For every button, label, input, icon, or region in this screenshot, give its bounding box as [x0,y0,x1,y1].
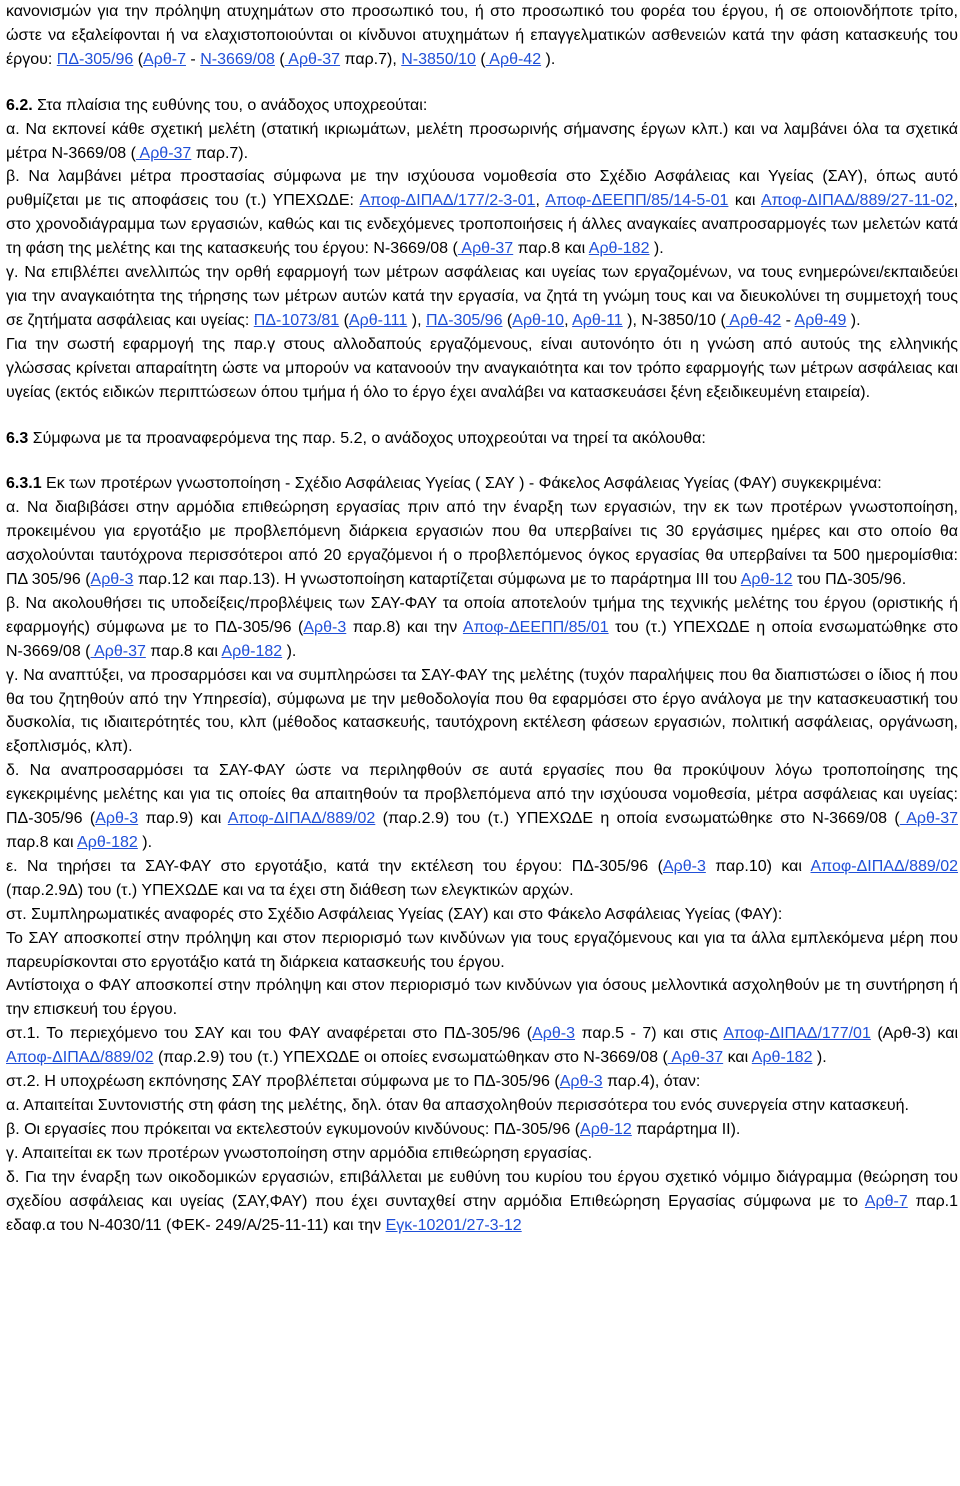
text-run: Για την σωστή εφαρμογή της παρ.γ στους αλλοδαπούς εργαζόμενους, είναι αυτονόητο ότι η γνώση από αυτούς της ελληνικής γλώσσας κρίνεται απαραίτητη ώστε να μπορούν να κατανοούν την αναγκαιότητα και τον τρόπο εφαρμογής των μέτρων ασφάλειας και υγείας (εκτός ειδικών περιπτώσεων όπου τμήμα ή όλο το έργο έχει αναλάβει να κατασκευάσει ξένη εξειδικευμένη εταιρεία). [6,335,958,401]
paragraph [6,427,958,451]
paragraph [6,472,958,496]
text-run: ), [407,311,426,329]
section-number: 6.3.1 [6,475,42,493]
legal-reference-link[interactable]: Αρθ-182 [77,834,138,851]
legal-reference-link[interactable]: Αρθ-37 [667,1049,724,1067]
legal-reference-link[interactable]: Αρθ-3 [662,857,706,875]
text-run: ε. Να τηρήσει τα ΣΑΥ-ΦΑΥ στο εργοτάξιο, κατά την εκτέλεση του έργου: ΠΔ-305/96 ( [6,857,663,875]
text-run: κανονισμών για την πρόληψη ατυχημάτων στο προσωπικό του, ή στο προσωπικό του φορέα του έργου, ή σε οποιονδήποτε τρίτο, ώστε να εξαλείφονται ή να ελαχιστοποιούνται οι κίνδυνοι ατυχημάτων ή επαγγελματικών ασθενειών κατά την φάση κατασκευής του έργου: [6,3,958,68]
legal-reference-link[interactable]: Αρθ-42 [725,311,782,329]
text-run: ). [812,1049,827,1067]
paragraph [6,333,958,405]
text-run: ( [475,50,486,68]
text-run: - [185,50,201,68]
text-run: ). [846,311,861,329]
legal-reference-link[interactable]: Αρθ-3 [90,571,134,589]
text-run: ( [339,311,349,329]
text-run: παρ.10) και [705,857,811,875]
text-run: α. Απαιτείται Συντονιστής στη φάση της μελέτης, δηλ. όταν θα απασχοληθούν περισσότερα του ενός συνεργεία στην κατασκευή. [6,1096,909,1114]
legal-reference-link[interactable]: Αποφ-ΔΙΠΑΔ/177/2-3-01 [359,192,536,210]
paragraph [6,261,958,333]
paragraph [6,118,958,166]
legal-reference-link[interactable]: Αποφ-ΔΙΠΑΔ/889/02 [6,1049,154,1067]
text-run: α. Να εκπονεί κάθε σχετική μελέτη (στατική ικριωμάτων, μελέτη προσωρινής σήμανσης έργων κλπ.) και να λαμβάνει όλα τα σχετικά μέτρα Ν-3669/08 ( [6,120,958,162]
text-run: παρ.1 εδαφ.α του Ν-4030/11 (ΦΕΚ- 249/Α/25-11-11) και την [6,1192,959,1234]
text-run: παρ.12 και παρ.13). Η γνωστοποίηση καταρτίζεται σύμφωνα με το παράρτημα ΙΙΙ του [133,571,741,589]
legal-reference-link[interactable]: ΠΔ-1073/81 [253,311,340,329]
legal-reference-link[interactable]: Αρθ-182 [221,642,283,660]
section-number: 6.3 [6,429,29,447]
text-run: στ. Συμπληρωματικές αναφορές στο Σχέδιο Ασφάλειας Υγείας (ΣΑΥ) και στο Φάκελο Ασφάλειας Υγείας (ΦΑΥ): [6,905,783,923]
legal-reference-link[interactable]: Αρθ-7 [864,1192,908,1210]
legal-reference-link[interactable]: Αρθ-182 [588,240,650,258]
text-run: - [781,311,795,329]
text-run: παρ.5 - 7) και στις [575,1025,724,1043]
legal-reference-link[interactable]: Αρθ-3 [95,810,139,828]
text-run: ( [274,50,285,68]
paragraph [6,903,958,927]
legal-reference-link[interactable]: Αρθ-12 [740,571,793,589]
legal-reference-link[interactable]: Αρθ-12 [580,1120,632,1138]
text-run: ). [649,240,664,258]
paragraph [6,664,958,760]
text-run: γ. Απαιτείται εκ των προτέρων γνωστοποίηση στην αρμόδια επιθεώρηση εργασίας. [6,1144,593,1162]
legal-reference-link[interactable]: Αποφ-ΔΕΕΠΠ/85/01 [462,618,609,636]
legal-reference-link[interactable]: Αποφ-ΔΙΠΑΔ/889/27-11-02 [760,192,954,210]
legal-reference-link[interactable]: Αρθ-3 [559,1073,603,1091]
legal-reference-link[interactable]: ΠΔ-305/96 [56,50,134,68]
text-run: Το ΣΑΥ αποσκοπεί στην πρόληψη και στον περιορισμό των κινδύνων για τους εργαζόμενους και για τα άλλα εμπλεκόμενα μέρη που παρευρίσκονται στο εργοτάξιο κατά τη διάρκεια κατασκευής του έργου. [6,929,958,971]
text-run: (Αρθ-3) και [870,1025,959,1043]
text-run: παρ.8 και [513,240,589,258]
text-run: ( [133,50,144,68]
text-run: παρ.9) και [138,810,228,828]
text-run: του (τ.) ΥΠΕΧΩΔΕ η οποία ενσωματώθηκε στο Ν-3669/08 ( [6,618,959,660]
legal-reference-link[interactable]: Αρθ-10 [512,311,565,329]
paragraph [6,855,958,903]
text-run: και [728,192,761,210]
legal-reference-link[interactable]: Εγκ-10201/27-3-12 [385,1216,522,1234]
text-run: Στα πλαίσια της ευθύνης του, ο ανάδοχος υποχρεούται: [32,96,428,114]
text-run: β. Να ακολουθήσει τις υποδείξεις/προβλέψεις των ΣΑΥ-ΦΑΥ τα οποία αποτελούν τμήμα της τεχνικής μελέτης του έργου (οριστικής ή εφαρμογής) σύμφωνα με το ΠΔ-305/96 ( [6,594,958,636]
paragraph [6,927,958,975]
text-run: δ. Για την έναρξη των οικοδομικών εργασιών, επιβάλλεται με ευθύνη του κυρίου του έργου σχετικό νόμιμο διάγραμμα (θεώρηση του σχεδίου ασφάλειας και υγείας (ΣΑΥ,ΦΑΥ) που έχει συνταχθεί στην αρμόδια Επιθεώρηση Εργασίας σύμφωνα με το [6,1168,958,1210]
legal-reference-link[interactable]: Αρθ-7 [143,50,186,68]
text-run: παρ.7). [191,144,249,162]
legal-reference-link[interactable]: Αρθ-37 [90,642,146,660]
text-run: του ΠΔ-305/96. [792,571,907,589]
legal-reference-link[interactable]: ΠΔ-305/96 [425,311,503,329]
legal-reference-link[interactable]: Αποφ-ΔΙΠΑΔ/889/02 [227,810,376,828]
text-run: παράρτημα ΙΙ). [631,1120,741,1138]
text-run: παρ.8) και την [346,618,463,636]
text-run: γ. Να αναπτύξει, να προσαρμόσει και να συμπληρώσει τα ΣΑΥ-ΦΑΥ της μελέτης (τυχόν παραλήψεις που θα διαπιστώσει ο ίδιος ή που θα του ζητηθούν από την Υπηρεσία), σύμφωνα με την μεθοδολογία που θα εφαρμόσει στο έργο ανάλογα με την κατασκευαστική του δυσκολία, τις ιδιαιτερότητές του, κλπ (μέθοδος κατασκευής, ταυτόχρονη εκτέλεση φάσεων εργασιών, πολιτική ασφάλειας, οργάνωση, εξοπλισμός, κλπ). [6,666,958,756]
legal-reference-link[interactable]: Αρθ-3 [303,618,347,636]
text-run: α. Να διαβιβάσει στην αρμόδια επιθεώρηση εργασίας πριν από την έναρξη των εργασιών, την εκ των προτέρων γνωστοποίηση, προκειμένου για εργοτάξιο με προβλεπόμενη διάρκεια εργασιών που θα υπερβαίνει τις 30 εργάσιμες ημέρες και στο οποίο θα ασχολούνται ταυτόχρονα περισσότεροι από 20 εργαζόμενοι ή ο προβλεπόμενος όγκος εργασίας θα υπερβαίνει τα 500 ημερομίσθια: ΠΔ 305/96 ( [6,499,958,589]
text-run: ). [282,642,297,660]
text-run: , στο χρονοδιάγραμμα των εργασιών, καθώς και τις ενδεχόμενες τροποποιήσεις ή άλλες αναγκαίες αναπροσαρμογές των μελετών κατά τη φάση της μελέτης και της κατασκευής του έργου: Ν-3669/08 ( [6,192,958,258]
paragraph [6,1094,958,1118]
text-run: , [535,192,546,210]
legal-reference-link[interactable]: Αρθ-37 [899,810,958,828]
paragraph [6,1118,958,1142]
legal-reference-link[interactable]: Ν-3850/10 [401,50,476,68]
legal-reference-link[interactable]: Αποφ-ΔΕΕΠΠ/85/14-5-01 [545,192,729,210]
text-run: στ.1. Το περιεχόμενο του ΣΑΥ και του ΦΑΥ αναφέρεται στο ΠΔ-305/96 ( [6,1025,533,1043]
paragraph [6,165,958,261]
legal-reference-link[interactable]: Αρθ-11 [572,311,623,329]
text-run: παρ.7), [340,50,402,68]
paragraph [6,94,958,118]
legal-reference-link[interactable]: Αρθ-3 [532,1025,576,1043]
legal-reference-link[interactable]: Αποφ-ΔΙΠΑΔ/177/01 [723,1025,871,1043]
legal-reference-link[interactable]: Αρθ-111 [348,311,408,329]
paragraph [6,759,958,855]
text-run: παρ.8 και [145,642,222,660]
text-run: δ. Να αναπροσαρμόσει τα ΣΑΥ-ΦΑΥ ώστε να περιληφθούν σε αυτά εργασίες που θα προκύψουν λόγω τροποποίησης της εγκεκριμένης μελέτης και για τις οποίες θα απαιτηθούν τα προβλεπόμενα από την ισχύουσα νομοθεσία, μέτρα ασφάλειας και υγείας: ΠΔ-305/96 ( [6,762,958,828]
text-run: και [723,1049,752,1067]
text-run: , [564,311,573,329]
paragraph [6,1166,958,1238]
text-run: (παρ.2.9) του (τ.) ΥΠΕΧΩΔΕ η οποία ενσωματώθηκε στο Ν-3669/08 ( [375,810,900,828]
legal-reference-link[interactable]: Αρθ-37 [457,240,514,258]
legal-reference-link[interactable]: Αρθ-182 [751,1049,813,1067]
text-run: (παρ.2.9) του (τ.) ΥΠΕΧΩΔΕ οι οποίες ενσωματώθηκαν στο Ν-3669/08 ( [153,1049,668,1067]
text-run: παρ.4), όταν: [602,1073,701,1091]
paragraph [6,592,958,664]
legal-reference-link[interactable]: Ν-3669/08 [200,50,275,68]
text-run: ). [541,50,556,68]
paragraph [6,496,958,592]
paragraph [6,1142,958,1166]
legal-reference-link[interactable]: Αρθ-42 [485,50,542,68]
text-run: ), Ν-3850/10 ( [622,311,726,329]
paragraph [6,1022,958,1070]
legal-reference-link[interactable]: Αποφ-ΔΙΠΑΔ/889/02 [810,857,959,875]
paragraph [6,1070,958,1094]
text-run: ( [502,311,513,329]
text-run: γ. Να επιβλέπει ανελλιπώς την ορθή εφαρμογή των μέτρων ασφάλειας και υγείας των εργαζομένων, να τους ενημερώνει/εκπαιδεύει για την αναγκαιότητα της τήρησης των μέτρων αυτών κατά την εργασία, να ζητά τη γνώμη τους και να διευκολύνει τη συμμετοχή τους σε ζητήματα ασφάλειας και υγείας: [6,264,958,329]
text-run: ). [137,834,153,851]
text-run: Αντίστοιχα ο ΦΑΥ αποσκοπεί στην πρόληψη και στον περιορισμό των κινδύνων για όσους μελλοντικά ασχοληθούν με τη συντήρηση ή την επισκευή του έργου. [6,977,958,1019]
section-number: 6.2. [6,96,33,114]
text-run: παρ.8 και [6,834,78,851]
text-run: (παρ.2.9Δ) του (τ.) ΥΠΕΧΩΔΕ και να τα έχει στη διάθεση των ελεγκτικών αρχών. [6,881,574,899]
legal-reference-link[interactable]: Αρθ-37 [284,50,341,68]
text-run: στ.2. Η υποχρέωση εκπόνησης ΣΑΥ προβλέπεται σύμφωνα με το ΠΔ-305/96 ( [6,1073,560,1091]
text-run: Εκ των προτέρων γνωστοποίηση - Σχέδιο Ασφάλειας Υγείας ( ΣΑΥ ) - Φάκελος Ασφάλειας Υγείας (ΦΑΥ) συγκεκριμένα: [41,475,882,493]
legal-reference-link[interactable]: Αρθ-37 [135,144,192,162]
legal-reference-link[interactable]: Αρθ-49 [794,311,847,329]
text-run: β. Οι εργασίες που πρόκειται να εκτελεστούν εγκυμονούν κινδύνους: ΠΔ-305/96 ( [6,1120,581,1138]
paragraph [6,974,958,1022]
text-run: Σύμφωνα με τα προαναφερόμενα της παρ. 5.2, ο ανάδοχος υποχρεούται να τηρεί τα ακόλουθα: [28,429,706,447]
paragraph [6,0,958,72]
text-run: β. Να λαμβάνει μέτρα προστασίας σύμφωνα με την ισχύουσα νομοθεσία στο Σχέδιο Ασφάλειας και Υγείας (ΣΑΥ), όπως αυτό ρυθμίζεται με τις αποφάσεις του (τ.) ΥΠΕΧΩΔΕ: [6,168,958,210]
